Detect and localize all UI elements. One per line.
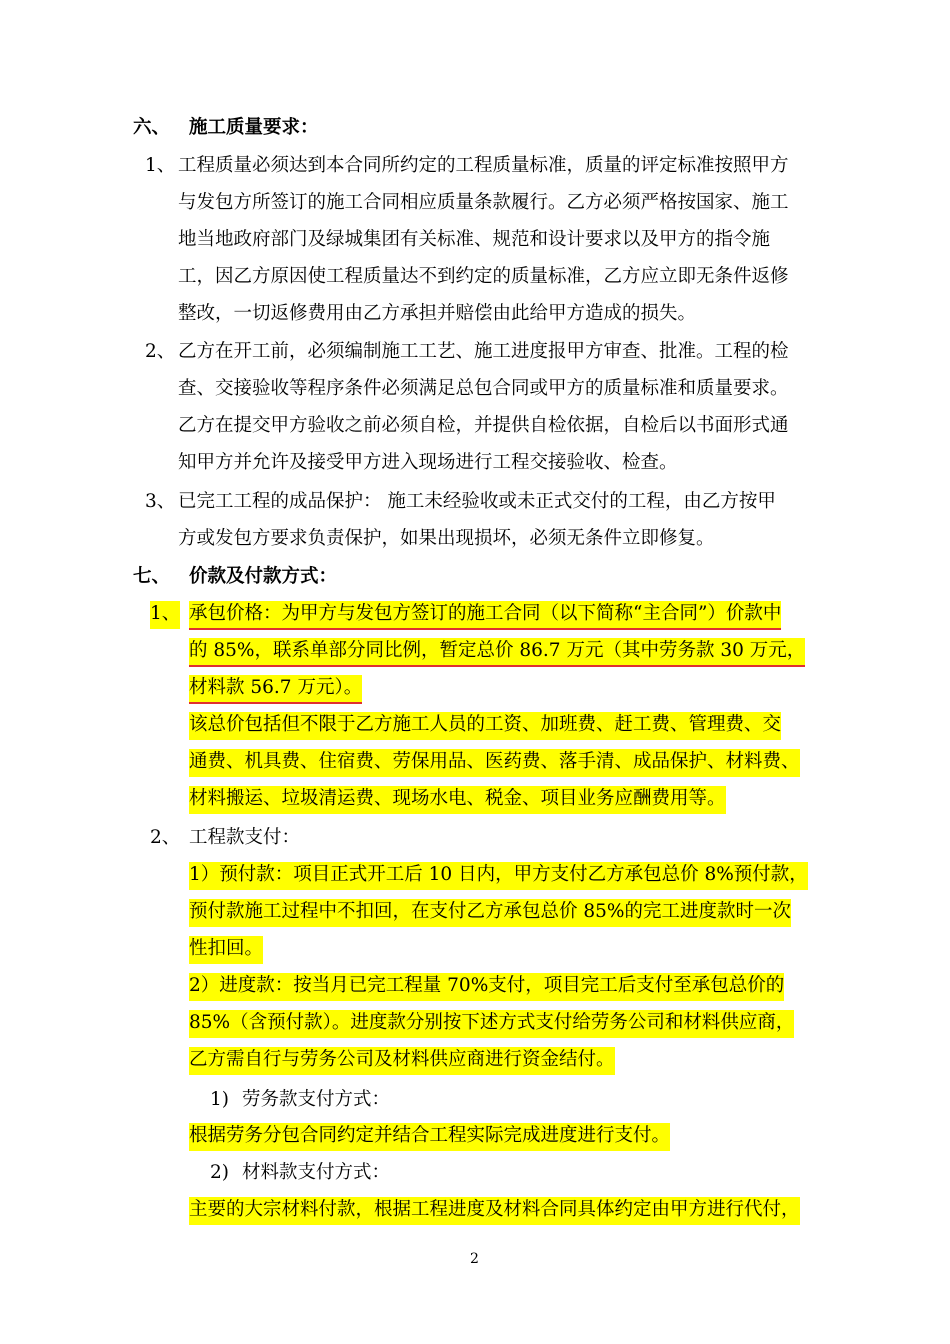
progress-payment-line: 2）进度款：按当月已完工程量 70%支付，项目完工后支付至承包总价的 bbox=[189, 973, 784, 1001]
progress-payment-line: 85%（含预付款）。进度款分别按下述方式支付给劳务公司和材料供应商， bbox=[189, 1010, 794, 1038]
price-scope-line: 材料搬运、垃圾清运费、现场水电、税金、项目业务应酬费用等。 bbox=[189, 786, 726, 814]
contract-price-line: 材料款 56.7 万元）。 bbox=[189, 675, 362, 704]
material-payment-text: 主要的大宗材料付款，根据工程进度及材料合同具体约定由甲方进行代付， bbox=[189, 1197, 800, 1225]
price-scope-line: 通费、机具费、住宿费、劳保用品、医药费、落手清、成品保护、材料费、 bbox=[189, 749, 800, 777]
section6-item1-line: 地当地政府部门及绿城集团有关标准、规范和设计要求以及甲方的指令施 bbox=[178, 229, 771, 250]
labor-payment-number: 1) bbox=[210, 1089, 229, 1110]
section6-item1-number: 1、 bbox=[145, 155, 176, 176]
price-scope-line: 该总价包括但不限于乙方施工人员的工资、加班费、赶工费、管理费、交 bbox=[189, 712, 781, 740]
section6-item3-line: 方或发包方要求负责保护，如果出现损坏，必须无条件立即修复。 bbox=[178, 528, 715, 549]
prepayment-line: 1）预付款：项目正式开工后 10 日内，甲方支付乙方承包总价 8%预付款， bbox=[189, 862, 808, 890]
page-number: 2 bbox=[470, 1251, 479, 1267]
contract-price-line: 承包价格：为甲方与发包方签订的施工合同（以下简称“主合同”）价款中 bbox=[189, 601, 781, 630]
section6-item2-line: 乙方在提交甲方验收之前必须自检，并提供自检依据，自检后以书面形式通 bbox=[178, 415, 789, 436]
section6-item2-line: 乙方在开工前，必须编制施工工艺、施工进度报甲方审查、批准。工程的检 bbox=[178, 341, 789, 362]
section6-item2-number: 2、 bbox=[145, 341, 176, 362]
material-payment-number: 2) bbox=[210, 1162, 229, 1183]
prepayment-line: 预付款施工过程中不扣回，在支付乙方承包总价 85%的完工进度款时一次 bbox=[189, 899, 791, 927]
prepayment-line: 性扣回。 bbox=[189, 936, 263, 964]
labor-payment-text: 根据劳务分包合同约定并结合工程实际完成进度进行支付。 bbox=[189, 1123, 670, 1151]
section7-item2-number: 2、 bbox=[150, 827, 181, 848]
section6-item1-line: 工，因乙方原因使工程质量达不到约定的质量标准，乙方应立即无条件返修 bbox=[178, 266, 789, 287]
section6-item2-line: 知甲方并允许及接受甲方进入现场进行工程交接验收、检查。 bbox=[178, 452, 678, 473]
section7-item1-number: 1、 bbox=[150, 601, 180, 629]
material-payment-title: 材料款支付方式： bbox=[242, 1162, 391, 1183]
payment-title: 工程款支付： bbox=[189, 827, 301, 848]
section7-title: 价款及付款方式： bbox=[189, 566, 338, 587]
section6-item3-number: 3、 bbox=[145, 491, 176, 512]
section6-item1-line: 工程质量必须达到本合同所约定的工程质量标准，质量的评定标准按照甲方 bbox=[178, 155, 789, 176]
section6-item1-line: 与发包方所签订的施工合同相应质量条款履行。乙方必须严格按国家、施工 bbox=[178, 192, 789, 213]
section6-title: 施工质量要求： bbox=[189, 117, 319, 138]
progress-payment-line: 乙方需自行与劳务公司及材料供应商进行资金结付。 bbox=[189, 1047, 615, 1075]
section6-item1-line: 整改，一切返修费用由乙方承担并赔偿由此给甲方造成的损失。 bbox=[178, 303, 697, 324]
section6-number: 六、 bbox=[133, 117, 171, 138]
section6-item2-line: 查、交接验收等程序条件必须满足总包合同或甲方的质量标准和质量要求。 bbox=[178, 378, 789, 399]
contract-price-line: 的 85%，联系单部分同比例，暂定总价 86.7 万元（其中劳务款 30 万元， bbox=[189, 638, 805, 667]
section7-number: 七、 bbox=[133, 566, 171, 587]
section6-item3-line: 已完工工程的成品保护： 施工未经验收或未正式交付的工程，由乙方按甲 bbox=[178, 491, 776, 512]
labor-payment-title: 劳务款支付方式： bbox=[242, 1089, 391, 1110]
